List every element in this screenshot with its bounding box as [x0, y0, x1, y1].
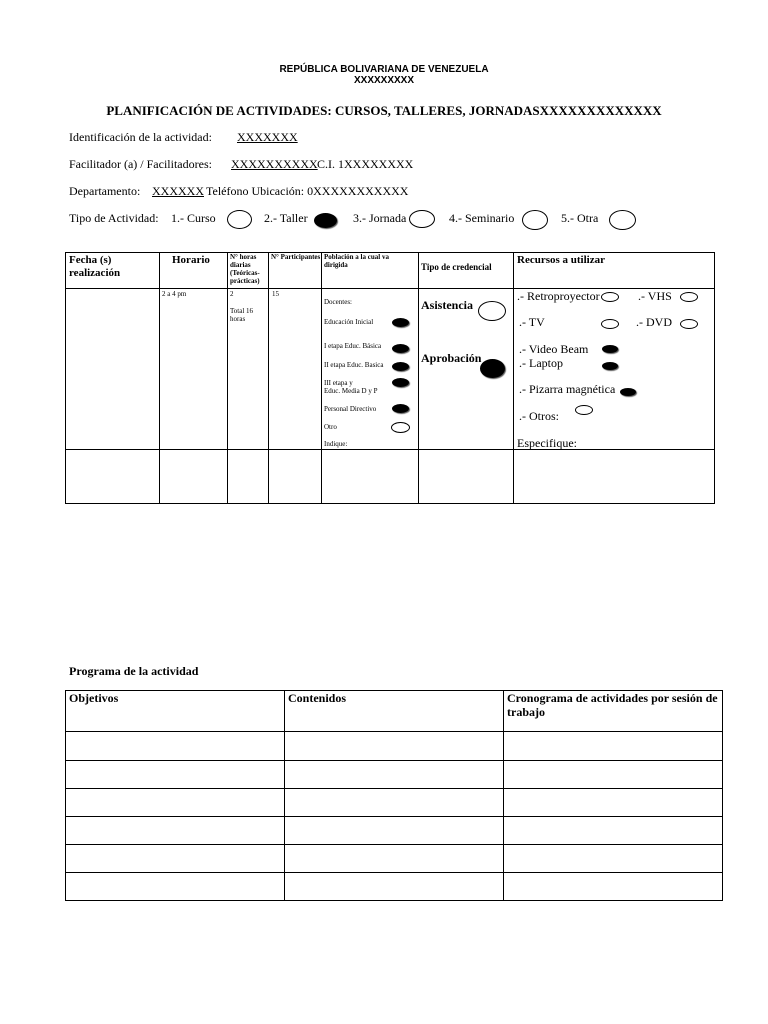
poblacion-indique: Indique:	[324, 440, 348, 448]
cell-horas-total: Total 16 horas	[230, 307, 254, 323]
programa-header-contenidos: Contenidos	[288, 691, 347, 705]
recurso-laptop: .- Laptop	[519, 356, 563, 370]
recurso-pizarra: .- Pizarra magnética	[519, 382, 616, 396]
recurso-tv: .- TV	[519, 315, 545, 329]
header-recursos: Recursos a utilizar	[517, 254, 605, 266]
programa-header-objetivos: Objetivos	[69, 691, 119, 705]
header-poblacion: Población a la cual va dirigida	[324, 253, 389, 269]
poblacion-otro-radio-icon[interactable]	[391, 422, 410, 433]
poblacion-i-etapa: I etapa Educ. Básica	[324, 342, 382, 350]
facilitador-label: Facilitador (a) / Facilitadores:	[69, 157, 212, 171]
poblacion-ii-etapa: II etapa Educ. Basica	[324, 361, 384, 369]
recurso-retroproyector-radio-icon[interactable]	[601, 292, 619, 302]
recurso-otros: .- Otros:	[519, 409, 559, 423]
identificacion-label: Identificación de la actividad:	[69, 130, 212, 144]
tipo-curso-radio-icon[interactable]	[227, 210, 252, 229]
recurso-laptop-check-icon[interactable]	[602, 362, 618, 370]
poblacion-iii-etapa: III etapa y	[324, 379, 353, 387]
credencial-aprobacion: Aprobación	[421, 351, 482, 365]
header-credencial: Tipo de credencial	[421, 262, 492, 272]
credencial-asistencia: Asistencia	[421, 298, 473, 312]
poblacion-iii-etapa-check-icon[interactable]	[392, 378, 409, 387]
tipo-jornada-radio-icon[interactable]	[409, 210, 435, 228]
recurso-video-beam: .- Video Beam	[519, 342, 589, 356]
cell-horario: 2 a 4 pm	[162, 290, 187, 298]
poblacion-ii-etapa-check-icon[interactable]	[392, 362, 409, 371]
credencial-aprobacion-radio-icon[interactable]	[480, 359, 505, 378]
tipo-option-seminario: 4.- Seminario	[449, 211, 515, 225]
recurso-vhs: .- VHS	[638, 289, 672, 303]
country-name: REPÚBLICA BOLIVARIANA DE VENEZUELA	[279, 64, 489, 75]
cell-participantes: 15	[272, 290, 279, 298]
recurso-otros-radio-icon[interactable]	[575, 405, 593, 415]
recurso-vhs-radio-icon[interactable]	[680, 292, 698, 302]
recurso-dvd: .- DVD	[636, 315, 672, 329]
header-horario: Horario	[172, 254, 210, 266]
poblacion-educacion-inicial: Educación Inicial	[324, 318, 374, 326]
facilitador-value: XXXXXXXXXX	[231, 157, 318, 171]
departamento-label: Departamento:	[69, 184, 141, 198]
departamento-telefono: Teléfono Ubicación: 0XXXXXXXXXXX	[206, 184, 409, 198]
tipo-option-curso: 1.- Curso	[171, 211, 216, 225]
tipo-otra-radio-icon[interactable]	[609, 210, 636, 230]
organization-name: XXXXXXXXX	[353, 75, 415, 86]
identificacion-value: XXXXXXX	[237, 130, 298, 144]
recurso-retroproyector: .- Retroproyector	[517, 289, 600, 303]
poblacion-otro: Otro	[324, 423, 337, 431]
facilitador-ci: C.I. 1XXXXXXXX	[317, 157, 414, 171]
poblacion-personal-directivo: Personal Directivo	[324, 405, 377, 413]
poblacion-educacion-inicial-check-icon[interactable]	[392, 318, 409, 327]
tipo-actividad-label: Tipo de Actividad:	[69, 211, 159, 225]
recurso-dvd-radio-icon[interactable]	[680, 319, 698, 329]
departamento-value: XXXXXX	[152, 184, 204, 198]
poblacion-title: Docentes:	[324, 298, 352, 306]
document-title: PLANIFICACIÓN DE ACTIVIDADES: CURSOS, TALLERES, JORNADASXXXXXXXXXXXXX	[106, 103, 662, 118]
tipo-option-otra: 5.- Otra	[561, 211, 599, 225]
recurso-tv-radio-icon[interactable]	[601, 319, 619, 329]
recurso-pizarra-check-icon[interactable]	[620, 388, 636, 396]
credencial-asistencia-radio-icon[interactable]	[478, 301, 506, 321]
tipo-seminario-radio-icon[interactable]	[522, 210, 548, 230]
programa-header-cronograma: Cronograma de actividades por sesión de trabajo	[507, 691, 718, 719]
header-horas: N° horas diarias (Teóricas-prácticas)	[230, 253, 260, 285]
tipo-option-jornada: 3.- Jornada	[353, 211, 407, 225]
tipo-option-taller: 2.- Taller	[264, 211, 308, 225]
programa-title: Programa de la actividad	[69, 664, 199, 678]
tipo-taller-radio-icon[interactable]	[314, 213, 337, 228]
recurso-video-beam-check-icon[interactable]	[602, 345, 618, 353]
recurso-especifique: Especifique:	[517, 436, 577, 450]
header-fecha: Fecha (s) realización	[69, 254, 121, 279]
header-participantes: N° Participantes	[271, 253, 321, 261]
poblacion-media: Educ. Media D y P	[324, 387, 378, 395]
poblacion-personal-directivo-check-icon[interactable]	[392, 404, 409, 413]
cell-horas: 2	[230, 290, 234, 298]
poblacion-i-etapa-check-icon[interactable]	[392, 344, 409, 353]
